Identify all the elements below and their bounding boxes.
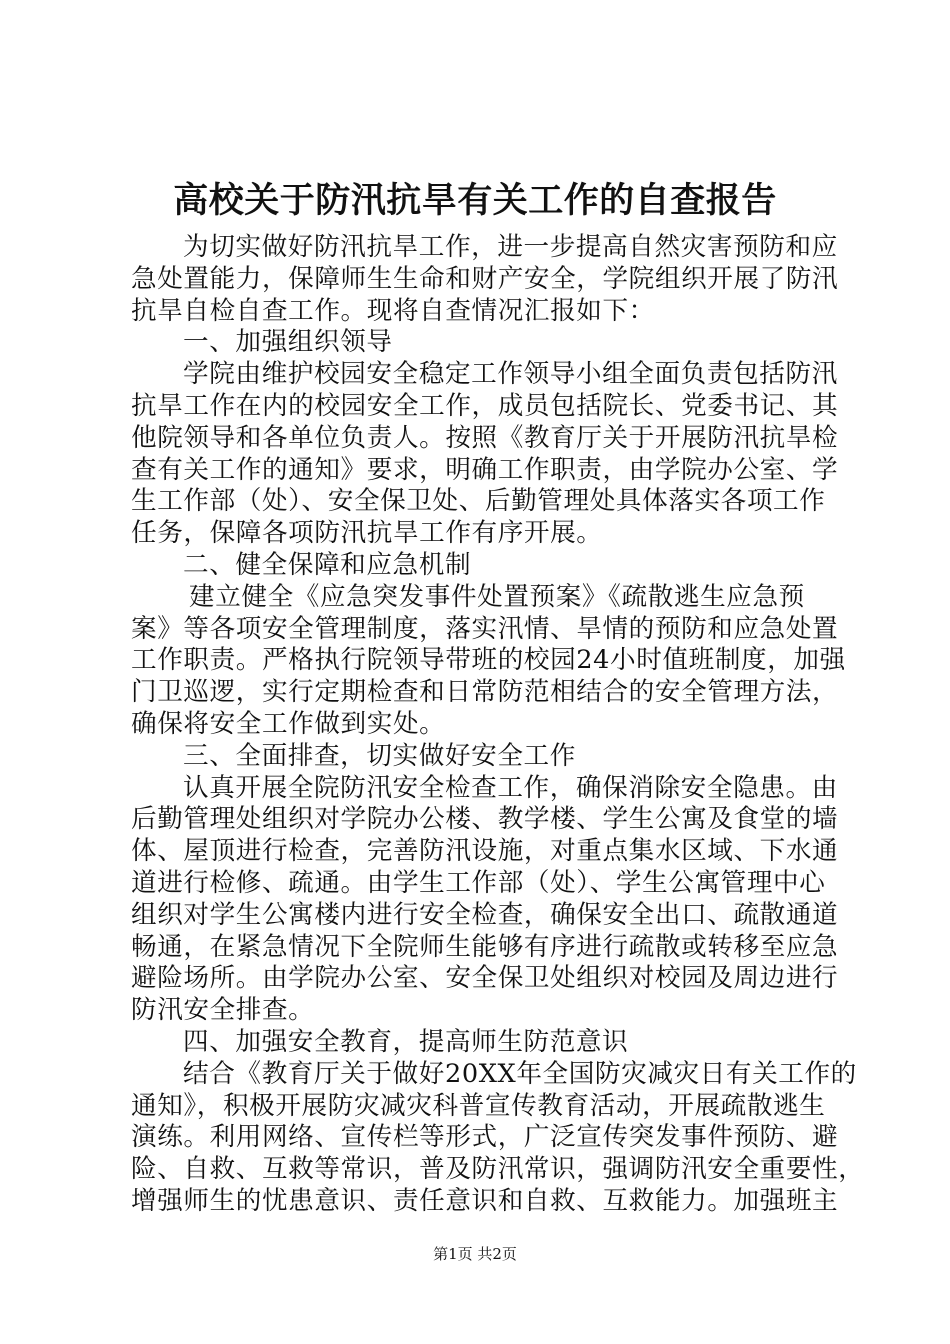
section-heading-4: 四、加强安全教育，提高师生防范意识 xyxy=(183,1026,629,1057)
paragraph-line: 工作职责。严格执行院领导带班的校园24小时值班制度，加强 xyxy=(131,645,846,676)
paragraph-line: 他院领导和各单位负责人。按照《教育厅关于开展防汛抗旱检 xyxy=(131,422,839,453)
section-heading-2: 二、健全保障和应急机制 xyxy=(183,549,472,580)
paragraph-line: 道进行检修、疏通。由学生工作部（处）、学生公寓管理中心 xyxy=(131,867,826,898)
paragraph-line: 确保将安全工作做到实处。 xyxy=(131,708,446,739)
paragraph-line: 组织对学生公寓楼内进行安全检查，确保安全出口、疏散通道 xyxy=(131,899,839,930)
document-title: 高校关于防汛抗旱有关工作的自查报告 xyxy=(173,180,777,221)
paragraph-line: 畅通，在紧急情况下全院师生能够有序进行疏散或转移至应急 xyxy=(131,931,839,962)
paragraph-line: 结合《教育厅关于做好20XX年全国防灾减灾日有关工作的 xyxy=(183,1058,857,1089)
paragraph-line: 险、自救、互救等常识，普及防汛常识，强调防汛安全重要性， xyxy=(131,1154,865,1185)
paragraph-line: 急处置能力，保障师生生命和财产安全，学院组织开展了防汛 xyxy=(131,263,839,294)
paragraph-line: 增强师生的忧患意识、责任意识和自救、互救能力。加强班主 xyxy=(131,1185,839,1216)
paragraph-line: 演练。利用网络、宣传栏等形式，广泛宣传突发事件预防、避 xyxy=(131,1122,839,1153)
paragraph-line: 通知》，积极开展防灾减灾科普宣传教育活动，开展疏散逃生 xyxy=(131,1090,826,1121)
page-footer: 第1页 共2页 xyxy=(433,1245,517,1263)
paragraph-line: 认真开展全院防汛安全检查工作，确保消除安全隐患。由 xyxy=(183,772,838,803)
paragraph-line: 防汛安全排查。 xyxy=(131,995,315,1026)
paragraph-line: 任务，保障各项防汛抗旱工作有序开展。 xyxy=(131,518,603,549)
paragraph-line: 学院由维护校园安全稳定工作领导小组全面负责包括防汛 xyxy=(183,359,838,390)
document-body xyxy=(131,232,865,1218)
paragraph-line: 案》等各项安全管理制度，落实汛情、旱情的预防和应急处置 xyxy=(131,613,839,644)
section-heading-1: 一、加强组织领导 xyxy=(183,327,393,358)
paragraph-line: 门卫巡逻，实行定期检查和日常防范相结合的安全管理方法， xyxy=(131,677,839,708)
paragraph-line: 后勤管理处组织对学院办公楼、教学楼、学生公寓及食堂的墙 xyxy=(131,804,839,835)
paragraph-line: 查有关工作的通知》要求，明确工作职责，由学院办公室、学 xyxy=(131,454,839,485)
section-heading-3: 三、全面排查，切实做好安全工作 xyxy=(183,740,576,771)
paragraph-line: 建立健全《应急突发事件处置预案》《疏散逃生应急预 xyxy=(189,581,805,612)
paragraph-line: 避险场所。由学院办公室、安全保卫处组织对校园及周边进行 xyxy=(131,963,839,994)
paragraph-line: 生工作部（处）、安全保卫处、后勤管理处具体落实各项工作 xyxy=(131,486,826,517)
paragraph-line: 抗旱自检自查工作。现将自查情况汇报如下： xyxy=(131,295,655,326)
paragraph-line: 抗旱工作在内的校园安全工作，成员包括院长、党委书记、其 xyxy=(131,390,839,421)
paragraph-line: 体、屋顶进行检查，完善防汛设施，对重点集水区域、下水通 xyxy=(131,836,839,867)
paragraph-line: 为切实做好防汛抗旱工作，进一步提高自然灾害预防和应 xyxy=(183,232,838,262)
